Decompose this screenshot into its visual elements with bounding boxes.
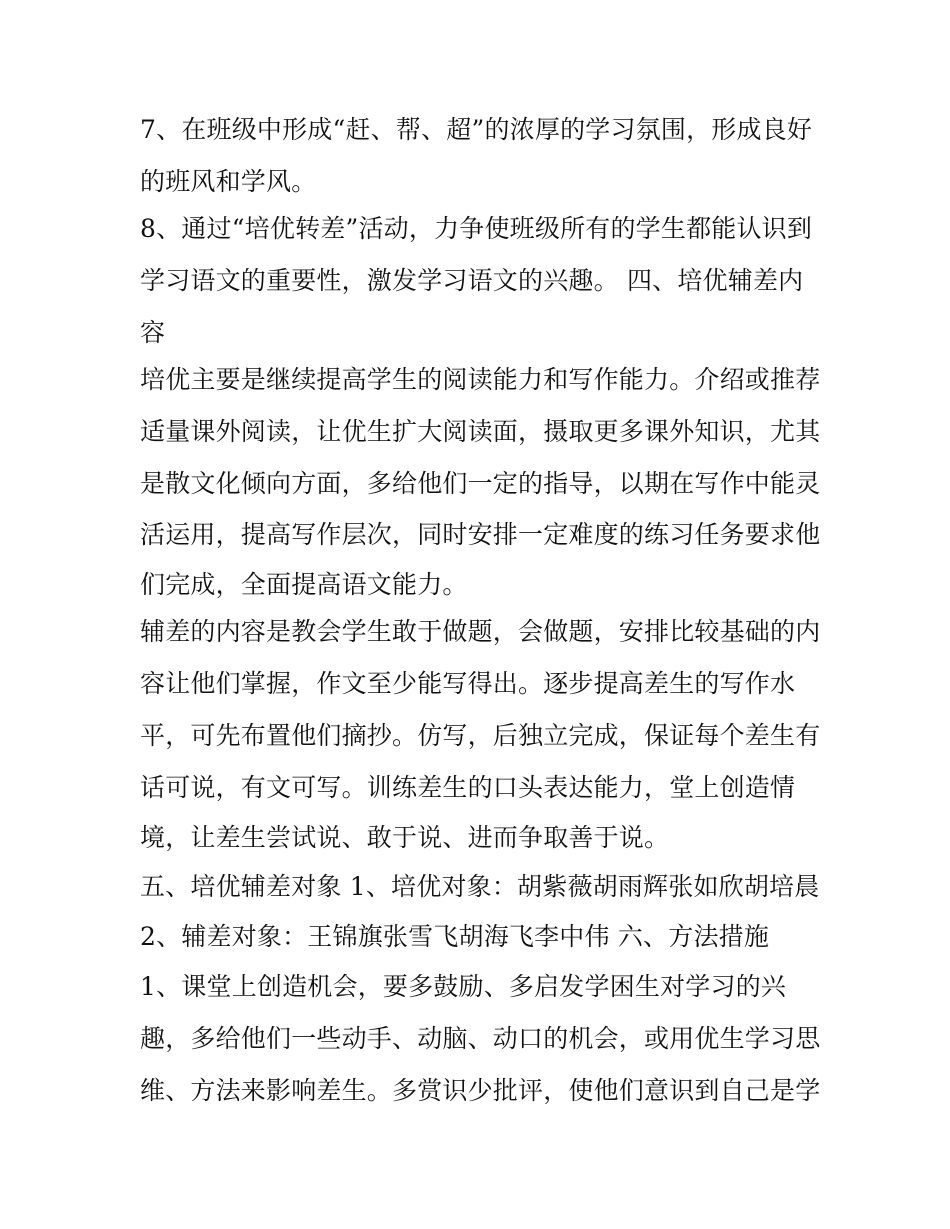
text-line: 话可说，有文可写。训练差生的口头表达能力，堂上创造情 [140,773,796,802]
text-line: 2、辅差对象：王锦旗张雪飞胡海飞李中伟 六、方法措施 [140,922,770,951]
text-line: 容让他们掌握，作文至少能写得出。逐步提高差生的写作水 [140,669,796,698]
text-line: 活运用，提高写作层次，同时安排一定难度的练习任务要求他 [140,520,821,549]
text-line: 8、通过“培优转差”活动，力争使班级所有的学生都能认识到 [140,214,813,243]
text-line: 趣，多给他们一些动手、动脑、动口的机会，或用优生学习思 [140,1024,821,1053]
text-line: 7、在班级中形成“赶、帮、超”的浓厚的学习氛围，形成良好 [140,115,813,144]
text-line: 是散文化倾向方面，多给他们一定的指导，以期在写作中能灵 [140,469,821,498]
text-line: 五、培优辅差对象 1、培优对象：胡紫薇胡雨辉张如欣胡培晨 [140,872,820,901]
text-line: 境，让差生尝试说、敢于说、进而争取善于说。 [140,823,670,852]
text-line: 1、课堂上创造机会，要多鼓励、多启发学困生对学习的兴 [140,972,787,1001]
text-line: 辅差的内容是教会学生敢于做题，会做题，安排比较基础的内 [140,617,821,646]
text-line: 培优主要是继续提高学生的阅读能力和写作能力。介绍或推荐 [140,365,821,394]
text-line: 适量课外阅读，让优生扩大阅读面，摄取更多课外知识，尤其 [140,417,821,446]
text-line: 们完成，全面提高语文能力。 [140,570,468,599]
text-line: 平，可先布置他们摘抄。仿写，后独立完成，保证每个差生有 [140,721,821,750]
text-line: 容 [140,318,166,347]
text-line: 维、方法来影响差生。多赏识少批评，使他们意识到自己是学 [140,1076,821,1105]
text-line: 学习语文的重要性，激发学习语文的兴趣。 四、培优辅差内 [140,266,804,295]
text-line: 的班风和学风。 [140,167,317,196]
